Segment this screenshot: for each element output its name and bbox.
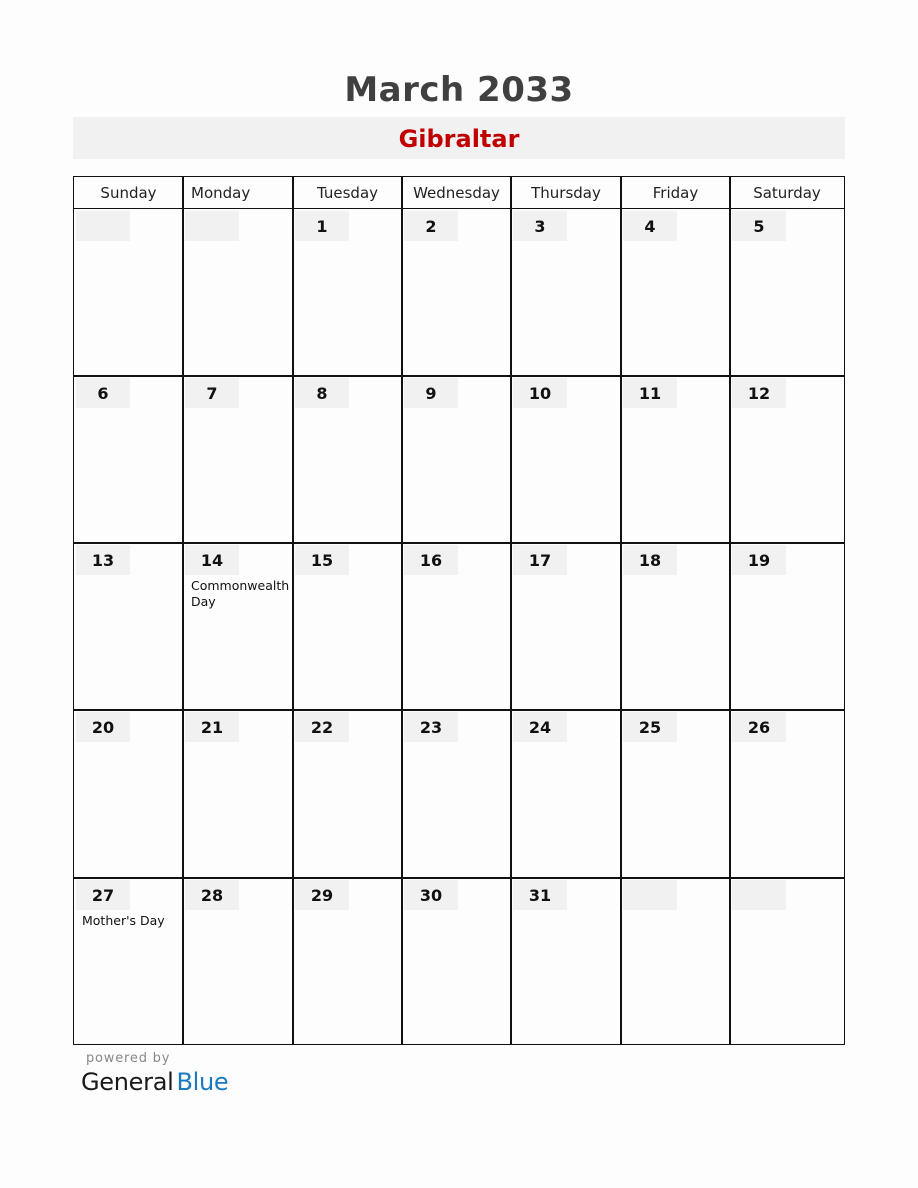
day-cell-31[interactable]: [511, 878, 621, 1045]
day-number: 29: [295, 880, 349, 910]
day-cell-9[interactable]: [402, 376, 511, 543]
day-number: [76, 211, 130, 241]
empty-cell-saturday: [730, 878, 844, 1045]
day-number: 22: [295, 712, 349, 742]
day-cell-19[interactable]: [730, 543, 844, 710]
day-cell-21[interactable]: [183, 710, 293, 877]
weekday-monday: Monday: [191, 184, 251, 202]
country-name: Gibraltar: [398, 125, 520, 153]
holiday-label: Mother's Day: [82, 913, 165, 928]
day-cell-2[interactable]: [402, 209, 511, 376]
day-cell-11[interactable]: [621, 376, 730, 543]
day-number: 5: [732, 211, 786, 241]
day-number: 16: [404, 545, 458, 575]
day-number: 11: [623, 378, 677, 408]
day-cell-29[interactable]: [293, 878, 402, 1045]
day-cell-10[interactable]: [511, 376, 621, 543]
day-number: 26: [732, 712, 786, 742]
day-number: 8: [295, 378, 349, 408]
day-number: [623, 880, 677, 910]
day-cell-20[interactable]: [74, 710, 183, 877]
day-number: 14: [185, 545, 239, 575]
day-cell-6[interactable]: [74, 376, 183, 543]
calendar-grid: [73, 176, 845, 1045]
day-number: [185, 211, 239, 241]
page-title: March 2033: [344, 70, 574, 110]
week-row: [74, 376, 844, 543]
day-number: 23: [404, 712, 458, 742]
day-cell-4[interactable]: [621, 209, 730, 376]
day-number: 6: [76, 378, 130, 408]
empty-cell-monday: [183, 209, 293, 376]
day-number: 10: [513, 378, 567, 408]
weekday-saturday: Saturday: [753, 184, 821, 202]
day-number: 28: [185, 880, 239, 910]
day-cell-30[interactable]: [402, 878, 511, 1045]
day-number: 21: [185, 712, 239, 742]
day-cell-3[interactable]: [511, 209, 621, 376]
day-number: 7: [185, 378, 239, 408]
holiday-label: Commonwealth Day: [191, 578, 290, 609]
country-banner: [73, 117, 845, 159]
day-number: 3: [513, 211, 567, 241]
weekday-friday: Friday: [652, 184, 699, 202]
day-number: 20: [76, 712, 130, 742]
week-row: [74, 878, 844, 1045]
day-cell-1[interactable]: [293, 209, 402, 376]
day-number: 4: [623, 211, 677, 241]
day-cell-5[interactable]: [730, 209, 844, 376]
day-cell-16[interactable]: [402, 543, 511, 710]
day-number: 17: [513, 545, 567, 575]
day-number: 15: [295, 545, 349, 575]
day-cell-14[interactable]: [183, 543, 293, 710]
day-cell-23[interactable]: [402, 710, 511, 877]
day-number: 31: [513, 880, 567, 910]
generalblue-logo[interactable]: [81, 1068, 228, 1096]
day-cell-27[interactable]: [74, 878, 183, 1045]
brand-general: General: [81, 1068, 174, 1096]
day-cell-12[interactable]: [730, 376, 844, 543]
day-number: 18: [623, 545, 677, 575]
day-number: 9: [404, 378, 458, 408]
day-cell-26[interactable]: [730, 710, 844, 877]
day-number: 1: [295, 211, 349, 241]
weekday-thursday: Thursday: [531, 184, 601, 202]
powered-by-text: powered by: [86, 1051, 171, 1066]
weekday-tuesday: Tuesday: [316, 184, 379, 202]
empty-cell-sunday: [74, 209, 183, 376]
day-cell-7[interactable]: [183, 376, 293, 543]
day-cell-22[interactable]: [293, 710, 402, 877]
empty-cell-friday: [621, 878, 730, 1045]
day-cell-24[interactable]: [511, 710, 621, 877]
week-row: [74, 209, 844, 376]
day-number: 25: [623, 712, 677, 742]
day-number: 2: [404, 211, 458, 241]
day-cell-13[interactable]: [74, 543, 183, 710]
day-cell-28[interactable]: [183, 878, 293, 1045]
day-number: 13: [76, 545, 130, 575]
day-cell-25[interactable]: [621, 710, 730, 877]
brand-blue: Blue: [176, 1068, 229, 1096]
day-cell-17[interactable]: [511, 543, 621, 710]
day-cell-15[interactable]: [293, 543, 402, 710]
weekday-wednesday: Wednesday: [413, 184, 500, 202]
day-number: 27: [76, 880, 130, 910]
week-row: [74, 710, 844, 877]
day-number: [732, 880, 786, 910]
day-number: 30: [404, 880, 458, 910]
week-row: [74, 543, 844, 710]
day-number: 19: [732, 545, 786, 575]
weekday-sunday: Sunday: [100, 184, 157, 202]
day-cell-8[interactable]: [293, 376, 402, 543]
day-number: 12: [732, 378, 786, 408]
day-number: 24: [513, 712, 567, 742]
day-cell-18[interactable]: [621, 543, 730, 710]
